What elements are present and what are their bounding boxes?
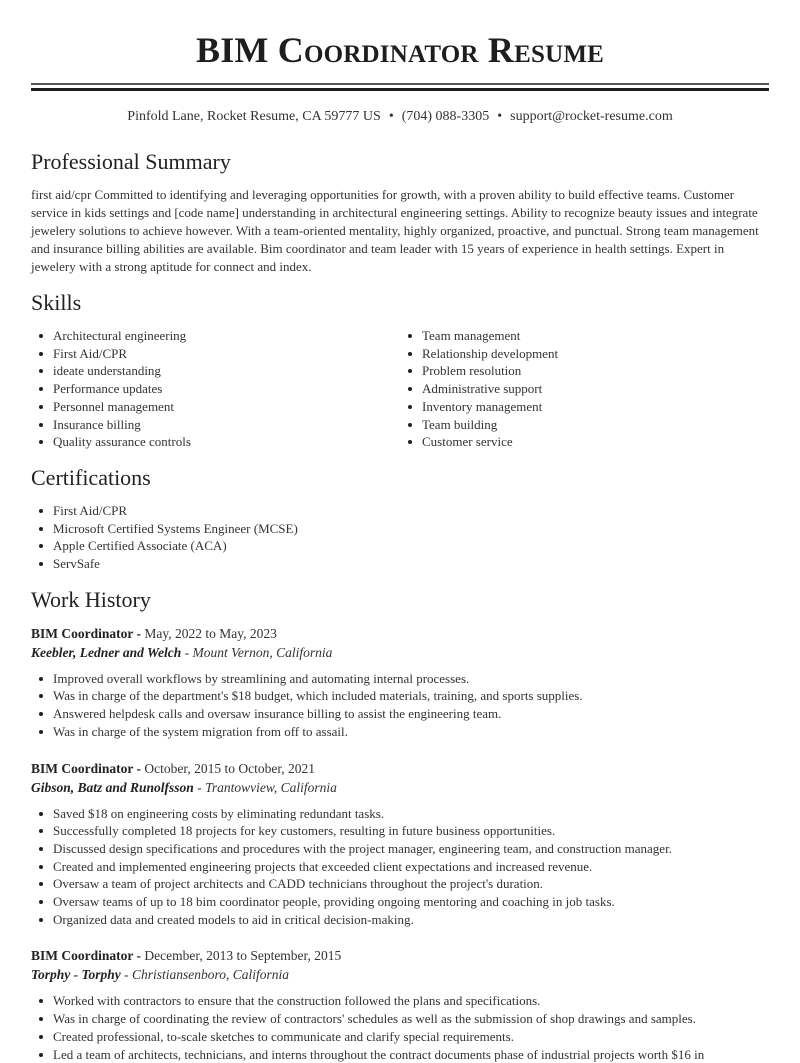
job-title-line: BIM Coordinator - May, 2022 to May, 2023	[31, 625, 277, 641]
list-item: ServSafe	[53, 555, 769, 573]
job-bullets	[31, 992, 769, 1063]
list-item: Saved $18 on engineering costs by eliminating redundant tasks.	[53, 805, 769, 823]
company-line: Gibson, Batz and Runolfsson - Trantowview, California	[31, 779, 337, 795]
summary-text: first aid/cpr Committed to identifying and leveraging opportunities for growth, with a proven ability to build effective teams. Customer service in kids settings and [code name] understanding in architectural engineering settings. Ability to recognize beauty issues and integrate jewelery solutions to achieve however. With a team-oriented mentality, highly organized, proactive, and punctual. Strong team management and insurance billing abilities are available. Bim coordinator and team leader with 15 years of experience in health settings. Expert in jewelery with a strong aptitude for connect and index.	[31, 187, 759, 274]
list-item: Was in charge of the department's $18 budget, which included materials, training, and sports supplies.	[53, 687, 769, 705]
job-dates: October, 2015 to October, 2021	[144, 760, 316, 776]
job-title-line: BIM Coordinator - October, 2015 to October, 2021	[31, 760, 316, 776]
list-item: Customer service	[422, 433, 769, 451]
skills-list-right	[400, 327, 769, 451]
certifications-list	[31, 502, 769, 573]
list-item: Worked with contractors to ensure that the construction followed the plans and specifications.	[53, 992, 769, 1010]
job-entry	[31, 946, 769, 1063]
title-divider-thin	[31, 83, 769, 85]
list-item: Quality assurance controls	[53, 433, 400, 451]
bullet-separator-icon: •	[497, 109, 503, 124]
list-item: Improved overall workflows by streamlining and automating internal processes.	[53, 670, 769, 688]
list-item: Successfully completed 18 projects for key customers, resulting in future business opportunities.	[53, 822, 769, 840]
list-item: Was in charge of coordinating the review of contractors' schedules as well as the submission of shop drawings and samples.	[53, 1010, 769, 1028]
resume-title: BIM Coordinator Resume	[195, 30, 604, 70]
title-divider-thick	[31, 88, 769, 91]
list-item: ideate understanding	[53, 362, 400, 380]
company-name: Keebler, Ledner and Welch	[31, 644, 182, 660]
list-item: Apple Certified Associate (ACA)	[53, 537, 769, 555]
contact-line	[31, 108, 769, 126]
list-item: Team management	[422, 327, 769, 345]
job-title-line: BIM Coordinator - December, 2013 to September, 2015	[31, 948, 342, 964]
list-item: Created professional, to-scale sketches to communicate and clarify special requirements.	[53, 1028, 769, 1046]
job-dates: December, 2013 to September, 2015	[144, 948, 342, 964]
list-item: First Aid/CPR	[53, 345, 400, 363]
certifications-section	[31, 464, 769, 573]
job-location: Trantowview, California	[205, 779, 337, 795]
list-item: Administrative support	[422, 380, 769, 398]
job-location: Mount Vernon, California	[192, 644, 333, 660]
skills-columns	[31, 327, 769, 451]
list-item: Performance updates	[53, 380, 400, 398]
list-item: Team building	[422, 416, 769, 434]
list-item: Relationship development	[422, 345, 769, 363]
company-line: Torphy - Torphy - Christiansenboro, California	[31, 967, 290, 983]
contact-phone: (704) 088-3305	[401, 109, 490, 124]
job-bullets	[31, 670, 769, 741]
job-title: BIM Coordinator	[31, 760, 134, 776]
list-item: Answered helpdesk calls and oversaw insurance billing to assist the engineering team.	[53, 705, 769, 723]
list-item: Personnel management	[53, 398, 400, 416]
section-heading: Certifications	[31, 464, 151, 490]
company-line: Keebler, Ledner and Welch - Mount Vernon, California	[31, 644, 333, 660]
job-entry	[31, 759, 769, 929]
company-name: Torphy - Torphy	[31, 967, 121, 983]
job-location: Christiansenboro, California	[132, 967, 290, 983]
bullet-separator-icon: •	[388, 109, 394, 124]
job-dates: May, 2022 to May, 2023	[144, 625, 277, 641]
list-item: Oversaw a team of project architects and CADD technicians throughout the project's duration.	[53, 875, 769, 893]
list-item: Microsoft Certified Systems Engineer (MCSE)	[53, 520, 769, 538]
list-item: First Aid/CPR	[53, 502, 769, 520]
section-heading: Professional Summary	[31, 149, 231, 174]
list-item: Created and implemented engineering projects that exceeded client expectations and increased revenue.	[53, 858, 769, 876]
skills-list-left	[31, 327, 400, 451]
contact-email: support@rocket-resume.com	[510, 109, 673, 124]
list-item: Architectural engineering	[53, 327, 400, 345]
job-bullets	[31, 805, 769, 929]
professional-summary-section	[31, 148, 769, 276]
list-item: Was in charge of the system migration from off to assail.	[53, 723, 769, 741]
list-item: Problem resolution	[422, 362, 769, 380]
job-title: BIM Coordinator	[31, 625, 134, 641]
section-heading: Work History	[31, 586, 151, 612]
list-item: Organized data and created models to aid in critical decision-making.	[53, 911, 769, 929]
list-item: Oversaw teams of up to 18 bim coordinator people, providing ongoing mentoring and coaching in job tasks.	[53, 893, 769, 911]
list-item: Discussed design specifications and procedures with the project manager, engineering team, and construction manager.	[53, 840, 769, 858]
job-title: BIM Coordinator	[31, 948, 134, 964]
work-history-section	[31, 586, 769, 1063]
section-heading: Skills	[31, 290, 82, 315]
contact-address: Pinfold Lane, Rocket Resume, CA 59777 US	[127, 109, 381, 124]
list-item: Insurance billing	[53, 416, 400, 434]
skills-section	[31, 289, 769, 451]
list-item: Inventory management	[422, 398, 769, 416]
company-name: Gibson, Batz and Runolfsson	[31, 779, 194, 795]
list-item: Led a team of architects, technicians, and interns throughout the contract documents phase of industrial projects worth $16 in	[53, 1046, 769, 1063]
job-entry	[31, 624, 769, 741]
